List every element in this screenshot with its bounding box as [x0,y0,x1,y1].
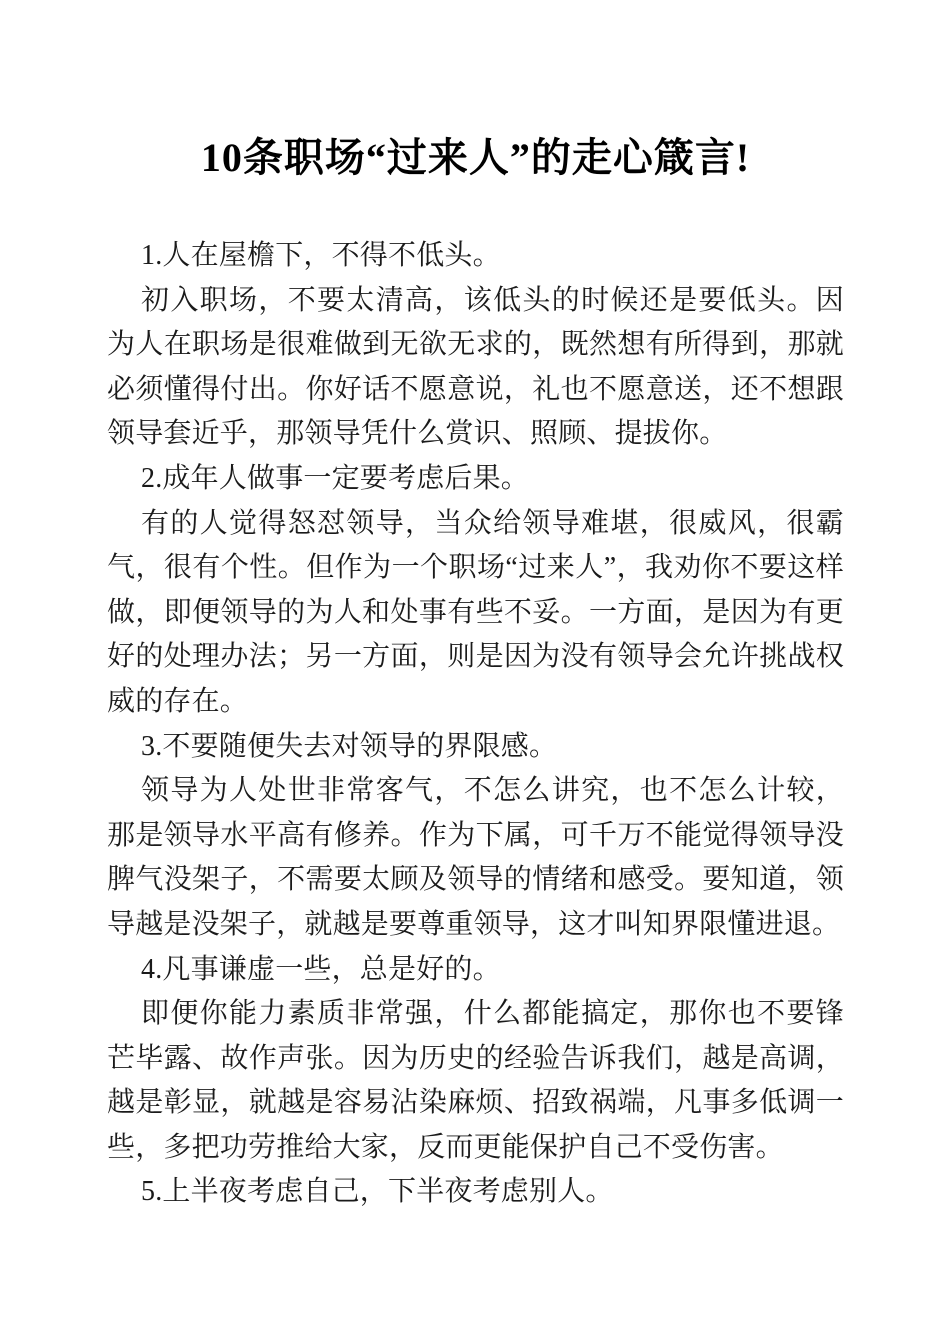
section-body: 即便你能力素质非常强，什么都能搞定，那你也不要锋芒毕露、故作声张。因为历史的经验告诉我们，越是高调，越是彰显，就越是容易沾染麻烦、招致祸端，凡事多低调一些，多把功劳推给大家，反而更能保护自己不受伤害。 [107,998,844,1163]
section-heading: 4.凡事谦虚一些，总是好的。 [141,953,501,985]
section-heading: 5.上半夜考虑自己，下半夜考虑别人。 [141,1176,614,1208]
section-body: 初入职场，不要太清高，该低头的时候还是要低头。因为人在职场是很难做到无欲无求的，既然想有所得到，那就必须懂得付出。你好话不愿意说，礼也不愿意送，还不想跟领导套近乎，那领导凭什么赏识、照顾、提拔你。 [107,284,844,450]
section-heading: 1.人在屋檐下，不得不低头。 [141,240,501,271]
section-heading: 3.不要随便失去对领导的界限感。 [141,730,558,762]
section-heading: 2.成年人做事一定要考虑后果。 [141,462,530,494]
section-body: 领导为人处世非常客气，不怎么讲究，也不怎么计较，那是领导水平高有修养。作为下属，可千万不能觉得领导没脾气没架子，不需要太顾及领导的情绪和感受。要知道，领导越是没架子，就越是要尊重领导，这才叫知界限懂进退。 [107,775,844,940]
sections [107,234,844,1215]
section-body: 有的人觉得怒怼领导，当众给领导难堪，很威风，很霸气，很有个性。但作为一个职场“过来人”，我劝你不要这样做，即便领导的为人和处事有些不妥。一方面，是因为有更好的处理办法；另一方面，则是因为没有领导会允许挑战权威的存在。 [107,507,844,717]
document-title: 10条职场“过来人”的走心箴言! [200,135,751,180]
